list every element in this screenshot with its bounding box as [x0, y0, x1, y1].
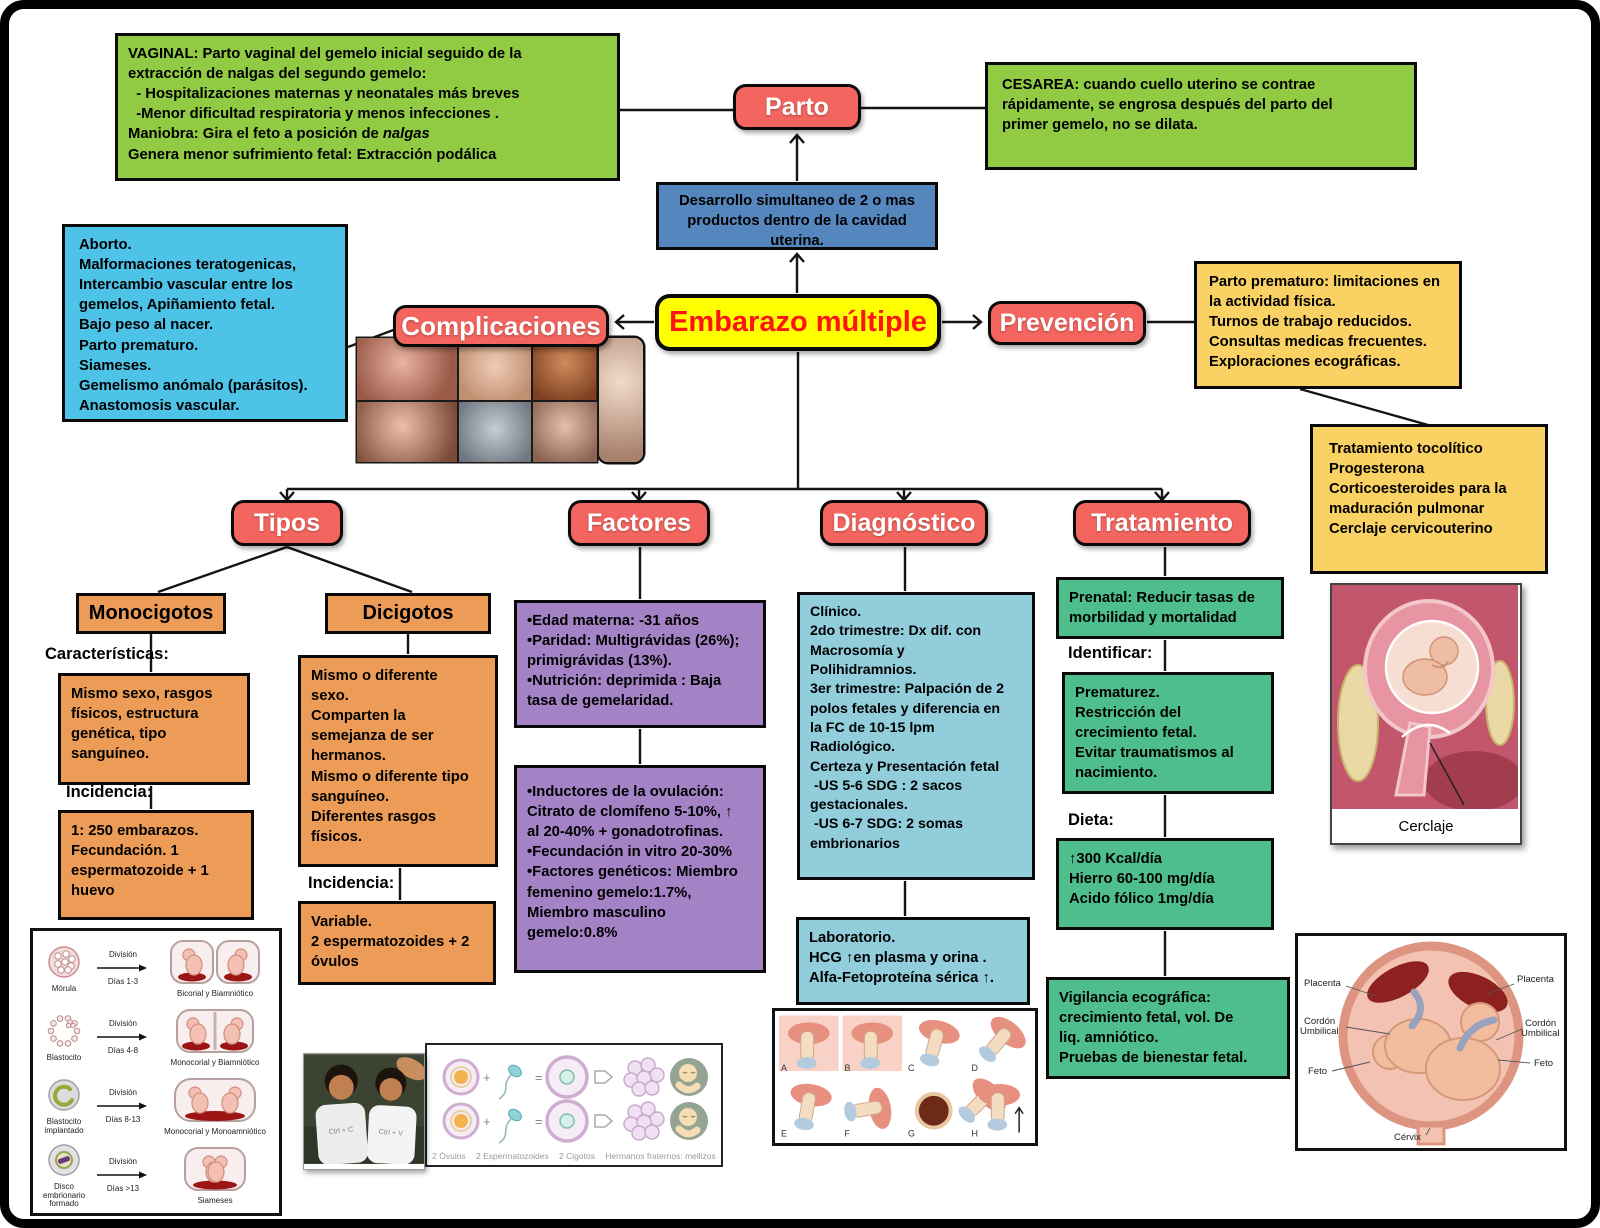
cerclaje-illustration [1332, 585, 1518, 809]
text-line: físicos, estructura [71, 706, 199, 723]
text-line: Malformaciones teratogenicas, [79, 257, 297, 274]
dias-label: Días >13 [106, 1183, 140, 1193]
morula-icon [46, 944, 82, 980]
text-line: rápidamente, se engrosa después del parto del [1002, 97, 1333, 114]
arrow-right-icon [95, 1032, 151, 1042]
note-mono-caracteristicas [58, 673, 250, 785]
node-tratamiento: Tratamiento [1073, 500, 1251, 546]
text-line: Clínico. [810, 604, 862, 620]
right-shirt-text: Ctrl + V [378, 1126, 404, 1138]
monocorial-monoamniotico-illustration [169, 1077, 261, 1123]
maneuver-letter: E [780, 1128, 787, 1139]
svg-text:=: = [535, 1070, 543, 1085]
svg-text:=: = [535, 1114, 543, 1129]
note-trat-dieta [1056, 838, 1274, 930]
text-line: Progesterona [1329, 461, 1425, 478]
text-line: tasa de gemelaridad. [527, 693, 674, 710]
division-row [35, 1072, 277, 1141]
photo-cleft-palate [357, 338, 457, 400]
text-line: Consultas medicas frecuentes. [1209, 334, 1427, 351]
siameses-illustration [169, 1146, 261, 1192]
figure-maniobras-obstetricas [772, 1008, 1038, 1146]
text-line: Cerclaje cervicouterino [1329, 521, 1493, 538]
text-line: Bajo peso al nacer. [79, 317, 214, 334]
text-line: ↑300 Kcal/día [1069, 851, 1162, 867]
text-line: sanguíneo. [71, 746, 150, 763]
text-line: sanguíneo. [311, 788, 390, 805]
text-line: sexo. [311, 688, 349, 705]
note-cesarea [985, 62, 1417, 170]
text-line: •Fecundación in vitro 20-30% [527, 844, 732, 861]
node-parto: Parto [733, 84, 861, 130]
text-line: maduración pulmonar [1329, 501, 1485, 518]
maneuver-letter: D [971, 1063, 978, 1074]
cerclaje-caption: Cerclaje [1398, 818, 1454, 835]
bicorial-illustration [169, 939, 261, 985]
stage-label: Disco embrionario formado [42, 1181, 86, 1209]
text-line: físicos. [311, 828, 362, 845]
label-cordon-right-2: Umbilical [1521, 1028, 1560, 1039]
text-line: Radiológico. [810, 739, 896, 756]
text-line: Parto prematuro: limitaciones en [1209, 274, 1441, 290]
note-complicaciones-lista [62, 224, 348, 422]
text-line: extracción de nalgas del segundo gemelo: [128, 66, 427, 83]
figure-utero-gemelar [1295, 933, 1567, 1151]
text-line: -Menor dificultad respiratoria y menos infecciones . [128, 106, 499, 123]
text-line: nacimiento. [1075, 765, 1158, 782]
note-factores-maternos [514, 600, 766, 728]
note-trat-identificar [1062, 672, 1274, 794]
text-line: óvulos [311, 954, 359, 971]
text-line: gestacionales. [810, 797, 908, 814]
text-line: Mismo sexo, rasgos [71, 686, 213, 702]
arrow-right-icon [95, 1170, 151, 1180]
text-line: Certeza y Presentación fetal [810, 758, 1000, 775]
figure-cerclaje [1330, 583, 1522, 845]
maneuver-letter: H [971, 1128, 978, 1139]
complicaciones-photo-collage [357, 338, 643, 464]
text-line: Mismo o diferente [311, 668, 438, 684]
text-line: morbilidad y mortalidad [1069, 610, 1237, 627]
text-line: -US 5-6 SDG : 2 sacos [810, 777, 963, 794]
caption-cigotos: 2 Cigotos [559, 1151, 595, 1161]
text-line: genética, tipo [71, 726, 167, 743]
text-line: Hierro 60-100 mg/día [1069, 871, 1215, 888]
text-line: 3er trimestre: Palpación de 2 [810, 681, 1004, 698]
text-line: Corticoesteroides para la [1329, 481, 1507, 498]
label-incidencia-mono: Incidencia: [66, 783, 153, 801]
text-line: Vigilancia ecográfica: [1059, 990, 1211, 1006]
text-line: semejanza de ser [311, 728, 434, 745]
text-line: - Hospitalizaciones maternas y neonatales más breves [128, 86, 520, 103]
text-line: Comparten la [311, 708, 406, 725]
label-incidencia-di: Incidencia: [308, 874, 395, 892]
text-line: Maniobra: Gira el feto a posición de nalgas [128, 126, 430, 143]
result-label: Siameses [197, 1195, 233, 1205]
figure-gemelos-foto [303, 1053, 425, 1170]
text-line: Acido fólico 1mg/día [1069, 891, 1214, 908]
label-cordon-left-2: Umbilical [1300, 1026, 1339, 1037]
text-line: femenino gemelo:1.7%, [527, 884, 692, 901]
text-line: primer gemelo, no se dilata. [1002, 117, 1198, 134]
dias-label: Días 1-3 [107, 976, 139, 986]
text-line: Mismo o diferente tipo [311, 768, 469, 785]
stage-label: Blastocito [46, 1052, 82, 1062]
text-line: Siameses. [79, 357, 152, 374]
text-line: HCG ↑en plasma y orina . [809, 950, 987, 967]
caption-mellizos: Hermanos fraternos: mellizos [605, 1151, 716, 1161]
stage-label: Mórula [51, 983, 77, 993]
text-line: gemelo:0.8% [527, 924, 618, 941]
photo-hand [533, 338, 597, 400]
text-line: Laboratorio. [809, 930, 896, 946]
label-feto-right: Feto [1534, 1058, 1554, 1069]
photo-conjoined-twins [599, 338, 643, 462]
text-line: •Paridad: Multigrávidas (26%); [527, 633, 740, 650]
label-dieta: Dieta: [1068, 811, 1114, 829]
maneuver-letter: C [907, 1063, 915, 1074]
node-factores: Factores [568, 500, 710, 546]
arrow-right-icon [95, 963, 151, 973]
text-line: uterina. [770, 233, 824, 250]
dias-label: Días 4-8 [107, 1045, 139, 1055]
utero-gemelar-illustration [1298, 936, 1564, 1148]
text-line: polos fetales y diferencia en [810, 700, 1001, 717]
note-diagnostico-clinico [797, 592, 1035, 880]
label-placenta-right: Placenta [1517, 974, 1554, 985]
text-line: Genera menor sufrimiento fetal: Extracción podálica [128, 146, 497, 163]
text-line: Miembro masculino [527, 904, 666, 921]
maniobras-illustration [775, 1011, 1033, 1141]
text-line: al 20-40% + gonadotrofinas. [527, 824, 724, 841]
fecundacion-captions [427, 1151, 721, 1161]
blastocito-icon [46, 1013, 82, 1049]
text-line: Intercambio vascular entre los [79, 277, 293, 294]
division-row [35, 1141, 277, 1210]
text-line: Prenatal: Reducir tasas de [1069, 590, 1255, 606]
text-line: Anastomosis vascular. [79, 397, 240, 414]
text-line: •Factores genéticos: Miembro [527, 864, 738, 881]
text-line: Polihidramnios. [810, 661, 917, 678]
text-line: crecimiento fetal, vol. De [1059, 1010, 1234, 1027]
label-feto-left: Feto [1308, 1066, 1328, 1077]
caption-ovulos: 2 Óvulos [432, 1151, 466, 1161]
node-prevencion: Prevención [988, 301, 1146, 345]
node-dicigotos: Dicigotos [325, 593, 491, 634]
label-placenta-left: Placenta [1304, 978, 1341, 989]
result-label: Bicorial y Biamniótico [176, 988, 254, 998]
note-di-caracteristicas [298, 655, 498, 867]
text-line: Pruebas de bienestar fetal. [1059, 1050, 1248, 1067]
division-label: División [108, 949, 137, 959]
text-line: Evitar traumatismos al [1075, 745, 1234, 762]
note-definicion [656, 182, 938, 250]
label-identificar: Identificar: [1068, 644, 1153, 662]
text-line: CESAREA: cuando cuello uterino se contrae [1002, 77, 1316, 93]
text-line: Desarrollo simultaneo de 2 o mas [678, 193, 915, 209]
svg-text:+: + [483, 1114, 491, 1129]
label-cervix: Cérvix [1394, 1132, 1421, 1143]
text-line: hermanos. [311, 748, 386, 765]
text-line: 2 espermatozoides + 2 [311, 934, 470, 951]
text-line: VAGINAL: Parto vaginal del gemelo inicial seguido de la [128, 46, 522, 62]
node-tipos: Tipos [231, 500, 343, 546]
fecundacion-illustration [427, 1045, 719, 1163]
text-line: Macrosomía y [810, 642, 905, 659]
note-prevencion-medidas [1194, 261, 1462, 389]
left-shirt-text: Ctrl + C [328, 1124, 354, 1137]
node-diagnostico: Diagnóstico [820, 500, 988, 546]
note-trat-vigilancia [1046, 977, 1290, 1079]
text-line: Variable. [311, 914, 372, 930]
gemelos-foto-illustration [304, 1054, 424, 1164]
text-line: liq. amniótico. [1059, 1030, 1159, 1047]
node-embarazo-multiple: Embarazo múltiple [655, 294, 941, 351]
division-label: División [108, 1087, 137, 1097]
text-line: Restricción del [1075, 705, 1182, 722]
label-cordon-left-1: Cordón [1304, 1016, 1336, 1027]
text-line: gemelos, Apiñamiento fetal. [79, 297, 275, 314]
text-line: huevo [71, 883, 115, 900]
photo-newborn-head [533, 402, 597, 462]
note-parto-vaginal [115, 33, 620, 181]
text-line: -US 6-7 SDG: 2 somas [810, 816, 963, 833]
node-complicaciones: Complicaciones [393, 305, 609, 347]
figure-division-embrionaria [30, 928, 282, 1216]
maneuver-letter: B [844, 1063, 851, 1074]
text-line: Tratamiento tocolítico [1329, 441, 1483, 457]
arrow-right-icon [95, 1101, 151, 1111]
text-line: Aborto. [79, 237, 132, 253]
text-line: Exploraciones ecográficas. [1209, 354, 1401, 371]
note-factores-induccion [514, 765, 766, 973]
text-line: productos dentro de la cavidad [687, 213, 907, 230]
monocorial-biamniotico-illustration [169, 1008, 261, 1054]
italic-word: nalgas [382, 126, 430, 143]
division-row [35, 1003, 277, 1072]
text-line: •Inductores de la ovulación: [527, 784, 724, 800]
division-row [35, 934, 277, 1003]
note-mono-incidencia [58, 810, 254, 920]
text-line: la actividad física. [1209, 294, 1336, 311]
division-label: División [108, 1018, 137, 1028]
text-line: Citrato de clomífeno 5-10%, ↑ [527, 804, 733, 821]
note-di-incidencia [298, 901, 496, 985]
maneuver-letter: G [907, 1128, 915, 1139]
text-line: espermatozoide + 1 [71, 863, 209, 880]
text-line: Diferentes rasgos [311, 808, 437, 825]
maneuver-letter: F [844, 1128, 850, 1139]
text-line: Parto prematuro. [79, 337, 199, 354]
photo-twin-babies [459, 402, 531, 462]
result-label: Monocorial y Biamniótico [170, 1057, 260, 1067]
note-trat-prenatal [1056, 577, 1284, 639]
label-caracteristicas: Características: [45, 645, 169, 663]
text-line: la FC de 10-15 lpm [810, 719, 935, 736]
stage-label: Blastocito implantado [44, 1117, 84, 1135]
text-line: 2do trimestre: Dx dif. con [810, 623, 982, 640]
disco-embrionario-icon [46, 1142, 82, 1178]
text-line: crecimiento fetal. [1075, 725, 1197, 742]
note-tocolitico [1310, 424, 1548, 574]
svg-text:+: + [483, 1070, 491, 1085]
blastocito-implantado-icon [46, 1077, 82, 1113]
text-line: Turnos de trabajo reducidos. [1209, 314, 1412, 331]
dias-label: Días 8-13 [105, 1114, 141, 1124]
maneuver-letter: A [780, 1063, 787, 1074]
note-diagnostico-laboratorio [796, 917, 1030, 1005]
result-label: Monocorial y Monoamniótico [164, 1126, 266, 1136]
figure-fecundacion-dicigotica [425, 1043, 723, 1167]
text-line: Alfa-Fetoproteína sérica ↑. [809, 970, 995, 987]
text-line: Gemelismo anómalo (parásitos). [79, 377, 308, 394]
photo-infant-face [357, 402, 457, 462]
photo-limb [459, 338, 531, 400]
division-label: División [108, 1156, 137, 1166]
node-monocigotos: Monocigotos [76, 593, 226, 634]
label-cordon-right-1: Cordón [1525, 1018, 1557, 1029]
text-line: •Nutrición: deprimida : Baja [527, 673, 722, 690]
caption-espermatozoides: 2 Espermatozoides [475, 1151, 549, 1161]
text-line: 1: 250 embarazos. [71, 823, 199, 839]
text-line: Prematurez. [1075, 685, 1160, 701]
text-line: primigrávidas (13%). [527, 653, 672, 670]
text-line: •Edad materna: -31 años [527, 613, 700, 629]
text-line: Fecundación. 1 [71, 843, 179, 860]
text-line: embrionarios [810, 835, 900, 852]
